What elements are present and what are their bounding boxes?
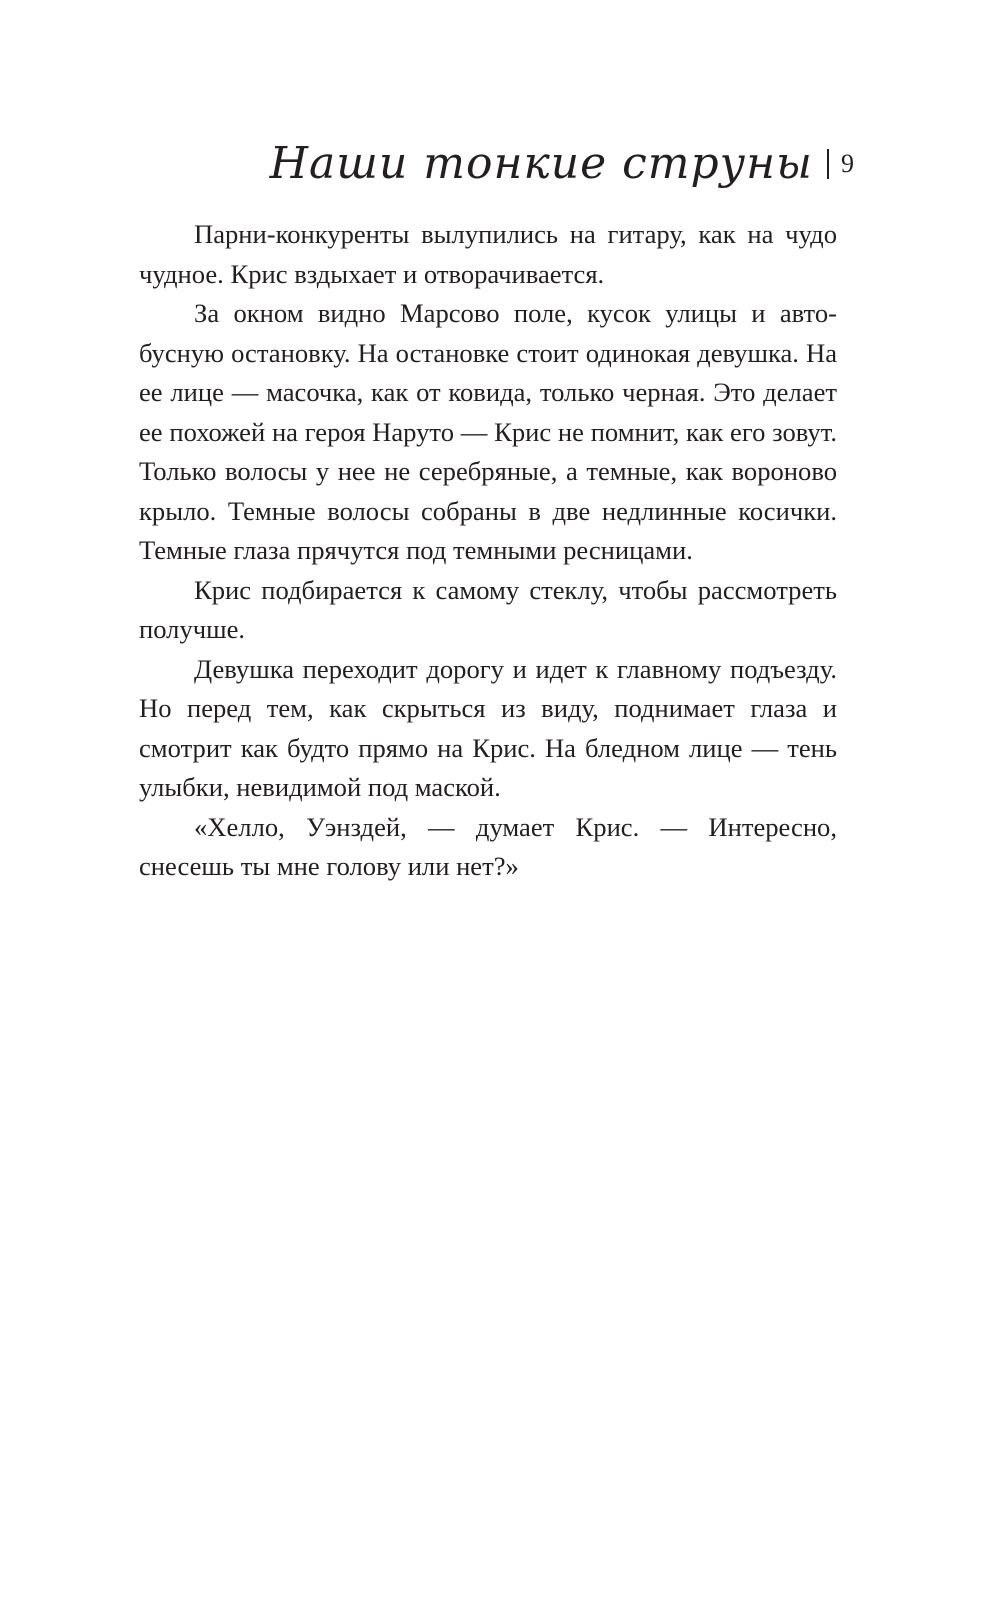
paragraph-4: Девушка переходит дорогу и идет к главному подъезду. Но перед тем, как скрыться из виду, поднимает глаза и смотрит как будто прямо на Крис. На бледном лице — тень улыбки, невидимой под маской. <box>139 653 837 802</box>
paragraph-2: За окном видно Марсово поле, кусок улицы и автобусную остановку. На остановке стоит одинокая девушка. На ее лице — масочка, как от ковида, только черная. Это делает ее похожей на героя Наруто — Крис не помнит, как его зовут. Только волосы у нее не серебряные, а темные, как вороново крыло. Темные волосы собраны в две недлинные косички. Темные глаза прячутся под темными ресницами. <box>139 298 837 565</box>
paragraph-3: Крис подбирается к самому стеклу, чтобы рассмотреть получше. <box>139 574 837 644</box>
paragraph-1: Парни-конкуренты вылупились на гитару, как на чудо чудное. Крис вздыхает и отворачивается. <box>139 219 837 289</box>
running-head-divider <box>827 149 829 179</box>
body-text <box>139 215 837 887</box>
paragraph-5: «Хелло, Уэнздей, — думает Крис. — Интересно, снесешь ты мне голову или нет?» <box>139 811 837 881</box>
page-number: 9 <box>841 149 854 178</box>
running-head <box>270 128 854 200</box>
running-title: Наши тонкие струны <box>269 138 813 189</box>
